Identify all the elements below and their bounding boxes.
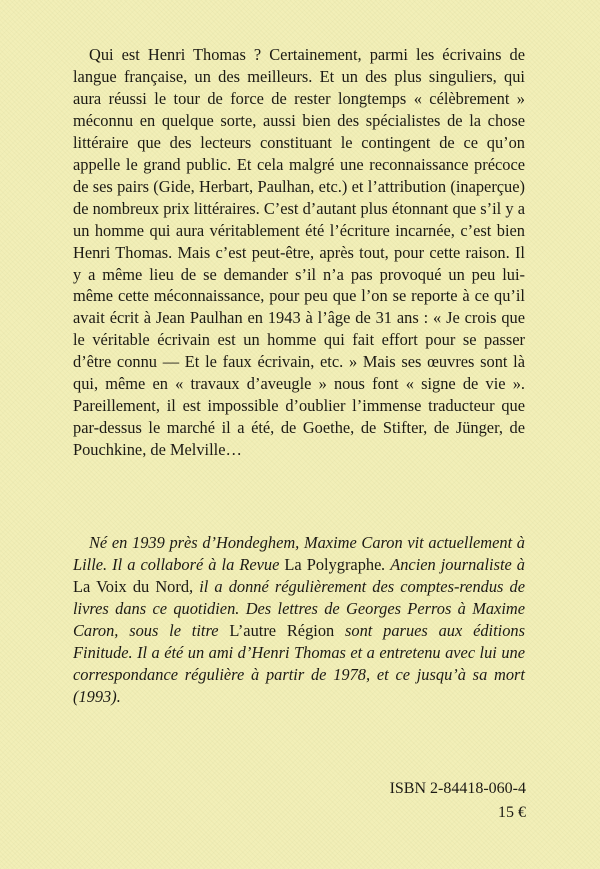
bio-text-4: sont parues aux éditions Finitude. Il a été un ami d’Henri Thomas et a entretenu avec lui une correspondance régulière à partir de 1978, et ce jusqu’à sa mort (1993). [73,620,525,706]
bio-text-3: , il a donné régulièrement des comptes-rendus de livres dans ce quotidien. Des lettres de Georges Perros à Maxime Caron, sous le titre [73,576,525,640]
isbn-number: ISBN 2-84418-060-4 [389,780,526,797]
author-bio [73,532,525,708]
bio-title-newspaper: La Voix du Nord [73,576,190,596]
bio-title-revue: La Polygraphe [284,554,382,574]
blurb-text: Qui est Henri Thomas ? Certainement, parmi les écrivains de langue française, un des meilleurs. Et un des plus singuliers, qui aura réussi le tour de force de rester longtemps « célèbrement » méconnu en quelque sorte, aussi bien des spécialistes de la chose littéraire que des lecteurs constituant le contingent de ce qu’on appelle le grand public. Et cela malgré une reconnaissance précoce de ses pairs (Gide, Herbart, Paulhan, etc.) et l’attribution (inaperçue) de nombreux prix littéraires. C’est d’autant plus étonnant que s’il y a un homme qui aura véritablement été l’écriture incarnée, c’est bien Henri Thomas. Mais c’est peut-être, après tout, pour cette raison. Il y a même lieu de se demander s’il n’a pas provoqué un peu lui-même cette méconnaissance, pour peu que l’on se reporte à ce qu’il avait écrit à Jean Paulhan en 1943 à l’âge de 31 ans : « Je crois que le véritable écrivain est un homme qui fait effort pour se passer d’être connu — Et le faux écrivain, etc. » Mais ses œuvres sont là qui, même en « travaux d’aveugle » nous font « signe de vie ». Pareillement, il est impossible d’oublier l’immense traducteur que par-dessus le marché il a été, de Goethe, de Stifter, de Jünger, de Pouchkine, de Melville… [73,45,525,460]
bio-title-book: L’autre Région [229,620,335,640]
blurb-paragraph [73,44,525,461]
bio-text-1: Né en 1939 près d’Hondeghem, Maxime Caron vit actuellement à Lille. Il a collaboré à la Revue [73,533,525,574]
bio-text-2: . Ancien journaliste à [381,554,526,574]
price-label: 15 € [498,804,526,821]
